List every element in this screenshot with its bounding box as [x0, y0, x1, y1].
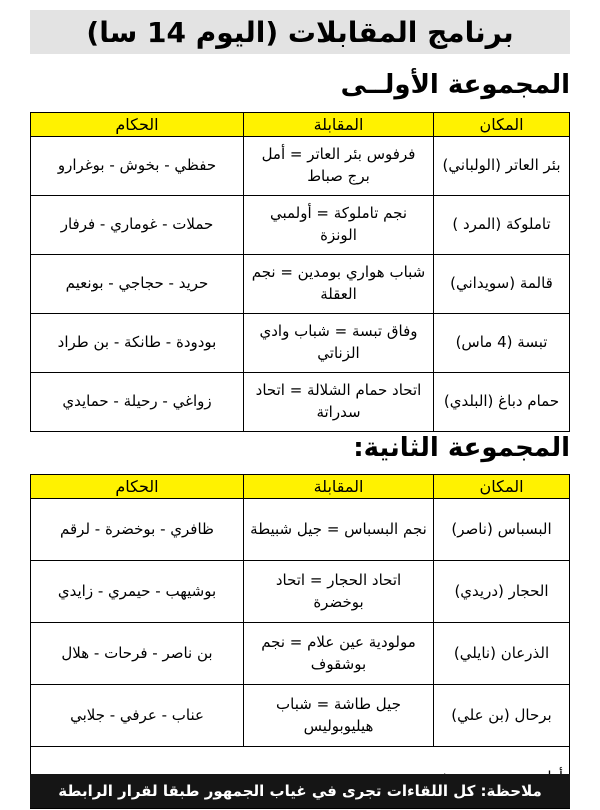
place-cell: البسباس (ناصر) [434, 499, 570, 561]
referees-cell: عناب - عرفي - جلابي [31, 685, 244, 747]
header-referees: الحكام [31, 113, 244, 137]
header-referees: الحكام [31, 475, 244, 499]
page-title: برنامج المقابلات (اليوم 14 سا) [30, 10, 570, 54]
referees-cell: حريد - حجاجي - بونعيم [31, 255, 244, 314]
group-2-table [30, 474, 570, 809]
header-match: المقابلة [244, 475, 434, 499]
table-row [31, 314, 570, 373]
group-1-table [30, 112, 570, 432]
referees-cell: ظافري - بوخضرة - لرقم [31, 499, 244, 561]
table-header-row [31, 475, 570, 499]
match-cell: مولودية عين علام = نجم بوشقوف [244, 623, 434, 685]
referees-cell: حملات - غوماري - فرفار [31, 196, 244, 255]
place-cell: بئر العاتر (الولباني) [434, 137, 570, 196]
place-cell: الذرعان (نايلي) [434, 623, 570, 685]
match-cell: جيل طاشة = شباب هيليوبوليس [244, 685, 434, 747]
table-row [31, 196, 570, 255]
place-cell: تبسة (4 ماس) [434, 314, 570, 373]
header-place: المكان [434, 113, 570, 137]
match-cell: فرفوس بئر العاتر = أمل برج صباط [244, 137, 434, 196]
match-cell: شباب هواري بومدين = نجم العقلة [244, 255, 434, 314]
referees-cell: حفظي - بخوش - بوغرارو [31, 137, 244, 196]
match-cell: اتحاد الحجار = اتحاد بوخضرة [244, 561, 434, 623]
table-row [31, 137, 570, 196]
table-row [31, 561, 570, 623]
place-cell: قالمة (سويداني) [434, 255, 570, 314]
table-row [31, 499, 570, 561]
place-cell: برحال (بن علي) [434, 685, 570, 747]
group-2-title: المجموعة الثانية: [353, 433, 570, 463]
place-cell: تاملوكة (المرد ) [434, 196, 570, 255]
header-match: المقابلة [244, 113, 434, 137]
table-row [31, 373, 570, 432]
referees-cell: بن ناصر - فرحات - هلال [31, 623, 244, 685]
referees-cell: بودودة - طانكة - بن طراد [31, 314, 244, 373]
table-row [31, 255, 570, 314]
referees-cell: زواغي - رحيلة - حمايدي [31, 373, 244, 432]
group-1-title: المجموعة الأولــى [340, 70, 570, 100]
note-bar: ملاحظة: كل اللقاءات تجرى في غياب الجمهور طبقا لقرار الرابطة [30, 774, 570, 808]
referees-cell: بوشيهب - حيمري - زايدي [31, 561, 244, 623]
match-cell: نجم تاملوكة = أولمبي الونزة [244, 196, 434, 255]
match-cell: نجم البسباس = جيل شبيطة [244, 499, 434, 561]
table-row [31, 685, 570, 747]
place-cell: الحجار (دريدي) [434, 561, 570, 623]
match-cell: وفاق تبسة = شباب وادي الزناتي [244, 314, 434, 373]
header-place: المكان [434, 475, 570, 499]
match-cell: اتحاد حمام الشلالة = اتحاد سدراتة [244, 373, 434, 432]
table-header-row [31, 113, 570, 137]
place-cell: حمام دباغ (البلدي) [434, 373, 570, 432]
table-row [31, 623, 570, 685]
